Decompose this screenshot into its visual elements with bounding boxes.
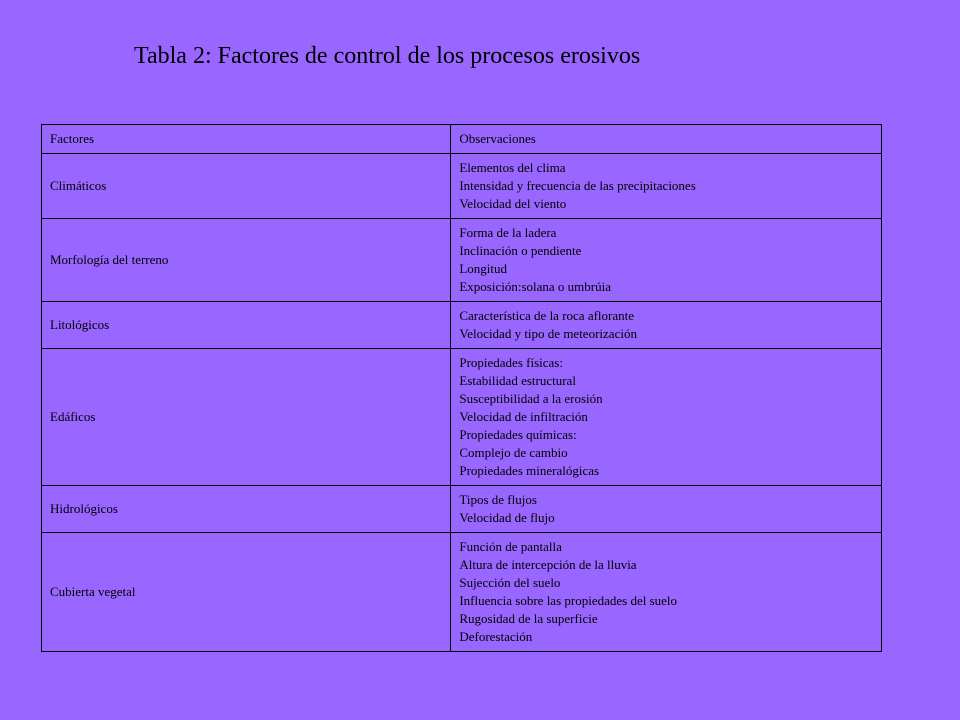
observation-item: Característica de la roca aflorante bbox=[459, 308, 635, 323]
observation-item: Susceptibilidad a la erosión bbox=[459, 391, 603, 406]
observation-item: Propiedades mineralógicas bbox=[459, 463, 600, 478]
factor-cell: Litológicos bbox=[42, 302, 451, 349]
observation-item: Velocidad de flujo bbox=[459, 510, 555, 525]
observation-item: Altura de intercepción de la lluvia bbox=[459, 557, 637, 572]
observations-cell bbox=[451, 533, 882, 652]
table-row bbox=[42, 486, 882, 533]
observation-item: Sujección del suelo bbox=[459, 575, 561, 590]
observations-cell bbox=[451, 154, 882, 219]
observation-item: Deforestación bbox=[459, 629, 533, 644]
observation-item: Función de pantalla bbox=[459, 539, 562, 554]
observation-item: Propiedades químicas: bbox=[459, 427, 577, 442]
table-row bbox=[42, 219, 882, 302]
observation-item: Longitud bbox=[459, 261, 508, 276]
observation-item: Forma de la ladera bbox=[459, 225, 557, 240]
header-factor: Factores bbox=[42, 125, 451, 154]
factor-cell: Climáticos bbox=[42, 154, 451, 219]
observation-item: Influencia sobre las propiedades del suelo bbox=[459, 593, 678, 608]
observations-cell bbox=[451, 349, 882, 486]
observations-cell bbox=[451, 302, 882, 349]
table-row bbox=[42, 154, 882, 219]
table-row bbox=[42, 302, 882, 349]
factor-cell: Hidrológicos bbox=[42, 486, 451, 533]
table-row bbox=[42, 533, 882, 652]
observations-cell bbox=[451, 486, 882, 533]
header-observations: Observaciones bbox=[451, 125, 882, 154]
observation-item: Velocidad del viento bbox=[459, 196, 567, 211]
observation-item: Inclinación o pendiente bbox=[459, 243, 582, 258]
observation-item: Propiedades físicas: bbox=[459, 355, 563, 370]
factor-cell: Cubierta vegetal bbox=[42, 533, 451, 652]
page-title: Tabla 2: Factores de control de los procesos erosivos bbox=[134, 43, 641, 69]
observation-item: Rugosidad de la superficie bbox=[459, 611, 598, 626]
table-row bbox=[42, 349, 882, 486]
observations-cell bbox=[451, 219, 882, 302]
observation-item: Tipos de flujos bbox=[459, 492, 537, 507]
table-body bbox=[42, 125, 882, 652]
observation-item: Elementos del clima bbox=[459, 160, 566, 175]
observation-item: Exposición:solana o umbrúia bbox=[459, 279, 611, 294]
observation-item: Intensidad y frecuencia de las precipitaciones bbox=[459, 178, 696, 193]
observation-item: Estabilidad estructural bbox=[459, 373, 576, 388]
observation-item: Velocidad de infiltración bbox=[459, 409, 588, 424]
observation-item: Velocidad y tipo de meteorización bbox=[459, 326, 637, 341]
observation-item: Complejo de cambio bbox=[459, 445, 568, 460]
factor-cell: Morfología del terreno bbox=[42, 219, 451, 302]
factors-table bbox=[41, 124, 882, 652]
table-header-row bbox=[42, 125, 882, 154]
factor-cell: Edáficos bbox=[42, 349, 451, 486]
